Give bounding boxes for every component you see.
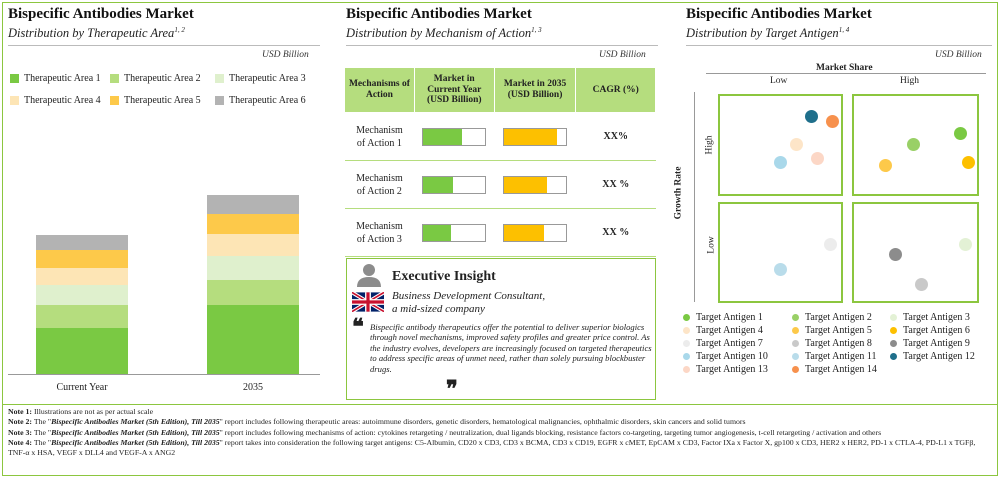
legend-target-antigen-3 [890,312,970,323]
therapeutic-title: Bispecific Antibodies Market [8,6,194,22]
legend-dot [792,314,799,321]
bar-2035-ta6 [207,195,299,214]
legend-swatch [110,74,119,83]
legend-label: Target Antigen 2 [805,312,872,323]
bar-current-ta4 [36,268,128,286]
growth-rate-axis [694,92,695,302]
legend-target-antigen-10 [683,351,768,362]
year-2035-cell [494,161,576,209]
legend-dot [792,353,799,360]
legend-dot [792,340,799,347]
legend-dot [890,314,897,321]
bar-2035-ta5 [207,214,299,234]
x-tick-low: Low [770,76,788,86]
executive-insight-title: Executive Insight [392,269,496,284]
legend-label: Target Antigen 5 [805,325,872,336]
note-3: Note 3: The "Bispecific Antibodies Market (5th Edition), Till 2035" report includes following mechanisms of action: cytokines retargeting / neutralization, dual ligands blocking, resistance factors co-targeting, targeting tumor angiogenesis, t-cell retargeting / activation and others [8,427,882,437]
therapeutic-rule [8,45,320,46]
current-year-cell [414,209,494,257]
bar-current-ta3 [36,285,128,305]
x-tick-high: High [900,76,919,86]
mechanism-unit: USD Billion [599,50,646,60]
mechanism-row [345,161,656,209]
therapeutic-subtitle: Distribution by Therapeutic Area$^{1, 2}$ [8,26,185,41]
quadrant-high-low [718,94,843,196]
legend-dot [683,340,690,347]
mechanism-table [344,67,656,257]
bar-current-ta1 [36,328,128,374]
mechanism-subtitle: Distribution by Mechanism of Action$^{1, 3}$ [346,26,542,41]
header-cagr: CAGR (%) [576,68,656,113]
legend-item-ta1 [10,73,101,84]
antigen-rule [686,45,992,46]
year-2035-cell [494,209,576,257]
legend-dot [683,314,690,321]
legend-label: Therapeutic Area 6 [229,95,306,106]
legend-label: Target Antigen 7 [696,338,763,349]
legend-swatch [215,74,224,83]
legend-label: Therapeutic Area 5 [124,95,201,106]
person-icon [356,263,382,287]
legend-item-ta6 [215,95,306,106]
legend-label: Target Antigen 6 [903,325,970,336]
bar-current-ta2 [36,305,128,327]
mechanism-row [345,113,656,161]
legend-target-antigen-11 [792,351,877,362]
legend-target-antigen-2 [792,312,872,323]
legend-dot [890,353,897,360]
legend-label: Therapeutic Area 3 [229,73,306,84]
antigen-unit: USD Billion [935,50,982,60]
notes [8,407,993,458]
legend-label: Target Antigen 12 [903,351,975,362]
bar-2035-ta4 [207,234,299,256]
legend-label: Therapeutic Area 2 [124,73,201,84]
legend-target-antigen-14 [792,364,877,375]
legend-swatch [215,96,224,105]
year-2035-fill [504,177,547,193]
mechanism-table-header [345,68,656,113]
current-year-cell [414,161,494,209]
legend-dot [683,353,690,360]
x-label-1: 2035 [243,382,263,393]
x-label-0: Current Year [56,382,108,393]
header-mechanism: Mechanisms of Action [345,68,415,113]
legend-target-antigen-4 [683,325,763,336]
mechanism-row [345,209,656,257]
note-2: Note 2: The "Bispecific Antibodies Market (5th Edition), Till 2035" report includes following therapeutic areas: autoimmune disorders, genetic disorders, hematological malignancies, ophthalmic disorders, skin cancers and solid tumors [8,417,746,427]
year-2035-cell [494,113,576,161]
legend-label: Target Antigen 3 [903,312,970,323]
legend-label: Target Antigen 9 [903,338,970,349]
mechanism-rule [346,45,658,46]
growth-rate-label: Growth Rate [673,166,684,220]
note-1: Note 1: Illustrations are not as per actual scale [8,407,154,416]
legend-label: Target Antigen 8 [805,338,872,349]
dot-target-antigen-8 [915,278,928,291]
executive-quote: Bispecific antibody therapeutics offer the potential to deliver superior biologics through novel mechanisms, improved safety profiles and greater price control. As the industry evolves, developers are increasingly focused on targeted therapeutics to address specific areas of unmet need, rather than solely pursuing blockbuster drugs. [370,322,652,374]
cagr-value: XX% [576,113,656,161]
legend-label: Target Antigen 13 [696,364,768,375]
y-tick-high: High [704,135,715,155]
header-current: Market in Current Year (USD Billion) [414,68,494,113]
year-2035-bar [503,176,567,194]
legend-target-antigen-5 [792,325,872,336]
current-year-fill [423,129,461,145]
year-2035-fill [504,129,557,145]
therapeutic-baseline [8,374,320,375]
mechanism-name: Mechanism of Action 2 [345,161,415,209]
quadrant-low-low [718,202,843,303]
legend-item-ta4 [10,95,101,106]
legend-target-antigen-6 [890,325,970,336]
cagr-value: XX % [576,161,656,209]
legend-dot [683,327,690,334]
legend-swatch [10,96,19,105]
legend-swatch [10,74,19,83]
antigen-subtitle: Distribution by Target Antigen$^{1, 4}$ [686,26,850,41]
mechanism-title: Bispecific Antibodies Market [346,6,532,22]
legend-dot [792,366,799,373]
legend-item-ta5 [110,95,201,106]
current-year-fill [423,225,451,241]
legend-item-ta2 [110,73,201,84]
legend-target-antigen-7 [683,338,763,349]
legend-label: Therapeutic Area 1 [24,73,101,84]
legend-item-ta3 [215,73,306,84]
bar-2035-ta1 [207,305,299,374]
legend-target-antigen-12 [890,351,975,362]
legend-target-antigen-1 [683,312,763,323]
dot-target-antigen-13 [811,152,824,165]
legend-label: Target Antigen 10 [696,351,768,362]
legend-target-antigen-13 [683,364,768,375]
mechanism-name: Mechanism of Action 3 [345,209,415,257]
legend-label: Target Antigen 11 [805,351,877,362]
uk-flag-icon [352,292,384,312]
note-4: Note 4: The "Bispecific Antibodies Market (5th Edition), Till 2035" report takes into consideration the following target antigens: C5-Albumin, CD20 x CD3, CD3 x BCMA, CD3 x CD19, EGFR x cMET, EpCAM x CD3, Factor IXa x Factor X, gp100 x CD3, HER2 x HER2, PD-1 x CTLA-4, PD-L1 x TGFβ, TNF-α x HSA, VEGF x DLL4 and VEGF-A x ANG2 [8,437,976,458]
bar-current-ta5 [36,250,128,268]
open-quote-icon: ❝ [352,314,364,340]
market-share-label: Market Share [816,63,873,73]
legend-label: Target Antigen 4 [696,325,763,336]
cagr-value: XX % [576,209,656,257]
legend-dot [890,340,897,347]
year-2035-bar [503,128,567,146]
year-2035-fill [504,225,544,241]
executive-role: Business Development Consultant, a mid-sized company [392,290,546,315]
legend-label: Therapeutic Area 4 [24,95,101,106]
legend-label: Target Antigen 1 [696,312,763,323]
year-2035-bar [503,224,567,242]
dot-target-antigen-7 [824,238,837,251]
current-year-bar [422,176,486,194]
dot-target-antigen-2 [907,138,920,151]
legend-swatch [110,96,119,105]
legend-dot [792,327,799,334]
bar-2035-ta3 [207,256,299,279]
legend-target-antigen-9 [890,338,970,349]
market-share-axis [706,73,986,74]
current-year-fill [423,177,453,193]
notes-rule [3,404,997,405]
dot-target-antigen-4 [790,138,803,151]
antigen-title: Bispecific Antibodies Market [686,6,872,22]
legend-dot [890,327,897,334]
legend-dot [683,366,690,373]
current-year-cell [414,113,494,161]
dot-target-antigen-14 [826,115,839,128]
current-year-bar [422,128,486,146]
therapeutic-unit: USD Billion [262,50,309,60]
header-2035: Market in 2035 (USD Billion) [494,68,576,113]
legend-label: Target Antigen 14 [805,364,877,375]
close-quote-icon: ❞ [446,376,458,402]
y-tick-low: Low [706,236,717,254]
mechanism-name: Mechanism of Action 1 [345,113,415,161]
current-year-bar [422,224,486,242]
bar-2035-ta2 [207,280,299,305]
legend-target-antigen-8 [792,338,872,349]
dot-target-antigen-5 [879,159,892,172]
bar-current-ta6 [36,235,128,250]
